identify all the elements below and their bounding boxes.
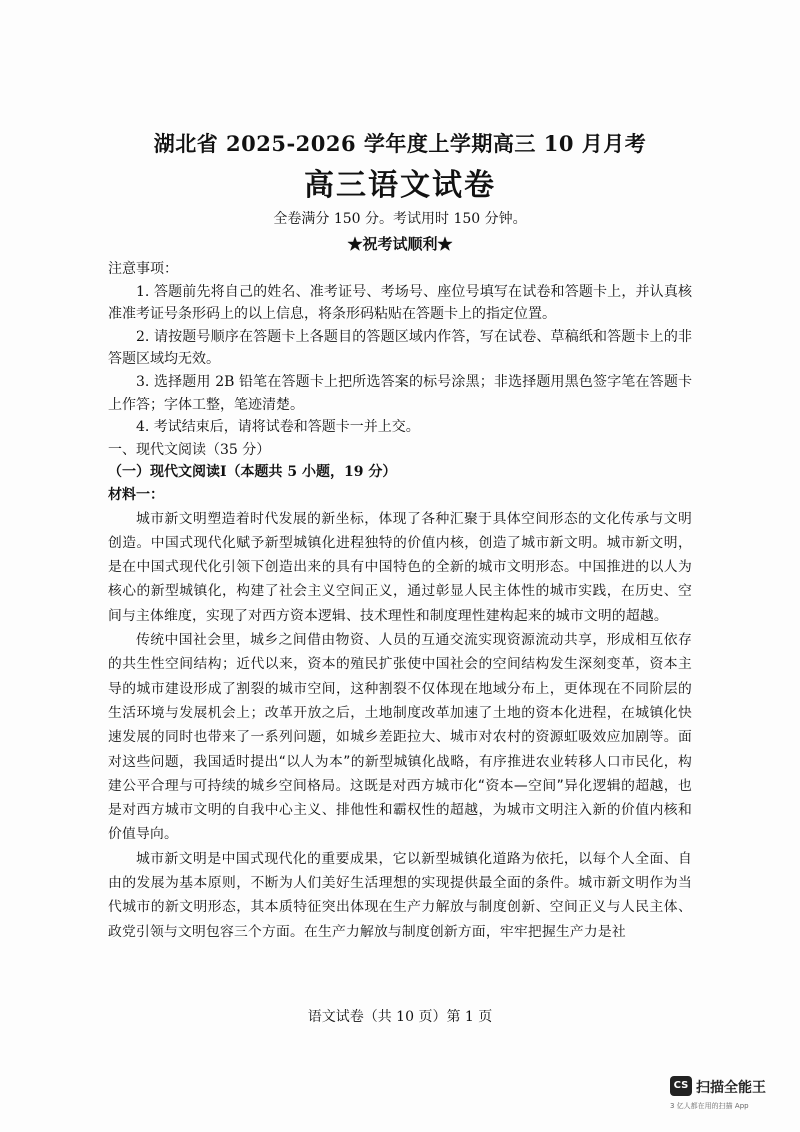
scanner-watermark <box>670 1074 780 1114</box>
passage-paragraph: 传统中国社会里，城乡之间借由物资、人员的互通交流实现资源流动共享，形成相互依存的共生性空间结构；近代以来，资本的殖民扩张使中国社会的空间结构发生深刻变革，资本主导的城市建设形成了割裂的城市空间，这种割裂不仅体现在地域分布上，更体现在不同阶层的生活环境与发展机会上；改革开放之后，土地制度改革加速了土地的资本化进程，在城镇化快速发展的同时也带来了一系列问题，如城乡差距拉大、城市对农村的资源虹吸效应加剧等。面对这些问题，我国适时提出“以人为本”的新型城镇化战略，有序推进农业转移人口市民化，构建公平合理与可持续的城乡空间格局。这既是对西方城市化“资本—空间”异化逻辑的超越，也是对西方城市文明的自我中心主义、排他性和霸权性的超越，为城市文明注入新的价值内核和价值导向。 <box>108 632 692 843</box>
exam-info: 全卷满分 150 分。考试用时 150 分钟。 <box>273 211 527 227</box>
exam-body <box>108 258 692 944</box>
exam-title: 湖北省 2025-2026 学年度上学期高三 10 月月考 <box>153 131 647 156</box>
watermark-app-name: 扫描全能王 <box>696 1080 766 1096</box>
passage-paragraph: 城市新文明是中国式现代化的重要成果，它以新型城镇化道路为依托，以每个人全面、自由的发展为基本原则，不断为人们美好生活理想的实现提供最全面的条件。城市新文明作为当代城市的新文明形态，其本质特征突出体现在生产力解放与制度创新、空间正义与人民主体、政党引领与文明包容三个方面。在生产力解放与制度创新方面，牢牢把握生产力是社 <box>108 850 692 940</box>
watermark-tagline: 3 亿人都在用的扫描 App <box>670 1102 749 1110</box>
passage-paragraph: 城市新文明塑造着时代发展的新坐标，体现了各种汇聚于具体空间形态的文化传承与文明创造。中国式现代化赋予新型城镇化进程独特的价值内核，创造了城市新文明。城市新文明，是在中国式现代化引领下创造出来的具有中国特色的全新的城市文明形态。中国推进的以人为核心的新型城镇化，构建了社会主义空间正义，通过彰显人民主体性的城市实践，在历史、空间与主体维度，实现了对西方资本逻辑、技术理性和制度理性建构起来的城市文明的超越。 <box>108 510 692 624</box>
camscanner-logo-icon: CS <box>670 1076 692 1096</box>
section-title: 一、现代文阅读（35 分） <box>108 441 271 458</box>
notice-item: 3. 选择题用 2B 铅笔在答题卡上把所选答案的标号涂黑；非选择题用黑色签字笔在答题卡上作答；字体工整，笔迹清楚。 <box>108 373 692 413</box>
notice-item: 2. 请按题号顺序在答题卡上各题目的答题区域内作答，写在试卷、草稿纸和答题卡上的非答题区域均无效。 <box>108 328 692 368</box>
subsection-title: （一）现代文阅读Ⅰ（本题共 5 小题，19 分） <box>108 464 397 481</box>
material-label: 材料一： <box>108 486 164 503</box>
good-luck-banner: ★祝考试顺利★ <box>347 235 453 253</box>
notice-item: 1. 答题前先将自己的姓名、准考证号、考场号、座位号填写在试卷和答题卡上，并认真核准准考证号条形码上的以上信息，将条形码粘贴在答题卡上的指定位置。 <box>108 283 692 323</box>
page-footer: 语文试卷（共 10 页）第 1 页 <box>307 1009 493 1025</box>
notice-heading: 注意事项： <box>108 261 178 277</box>
paper-title: 高三语文试卷 <box>304 168 496 203</box>
notice-item: 4. 考试结束后，请将试卷和答题卡一并上交。 <box>136 419 420 436</box>
